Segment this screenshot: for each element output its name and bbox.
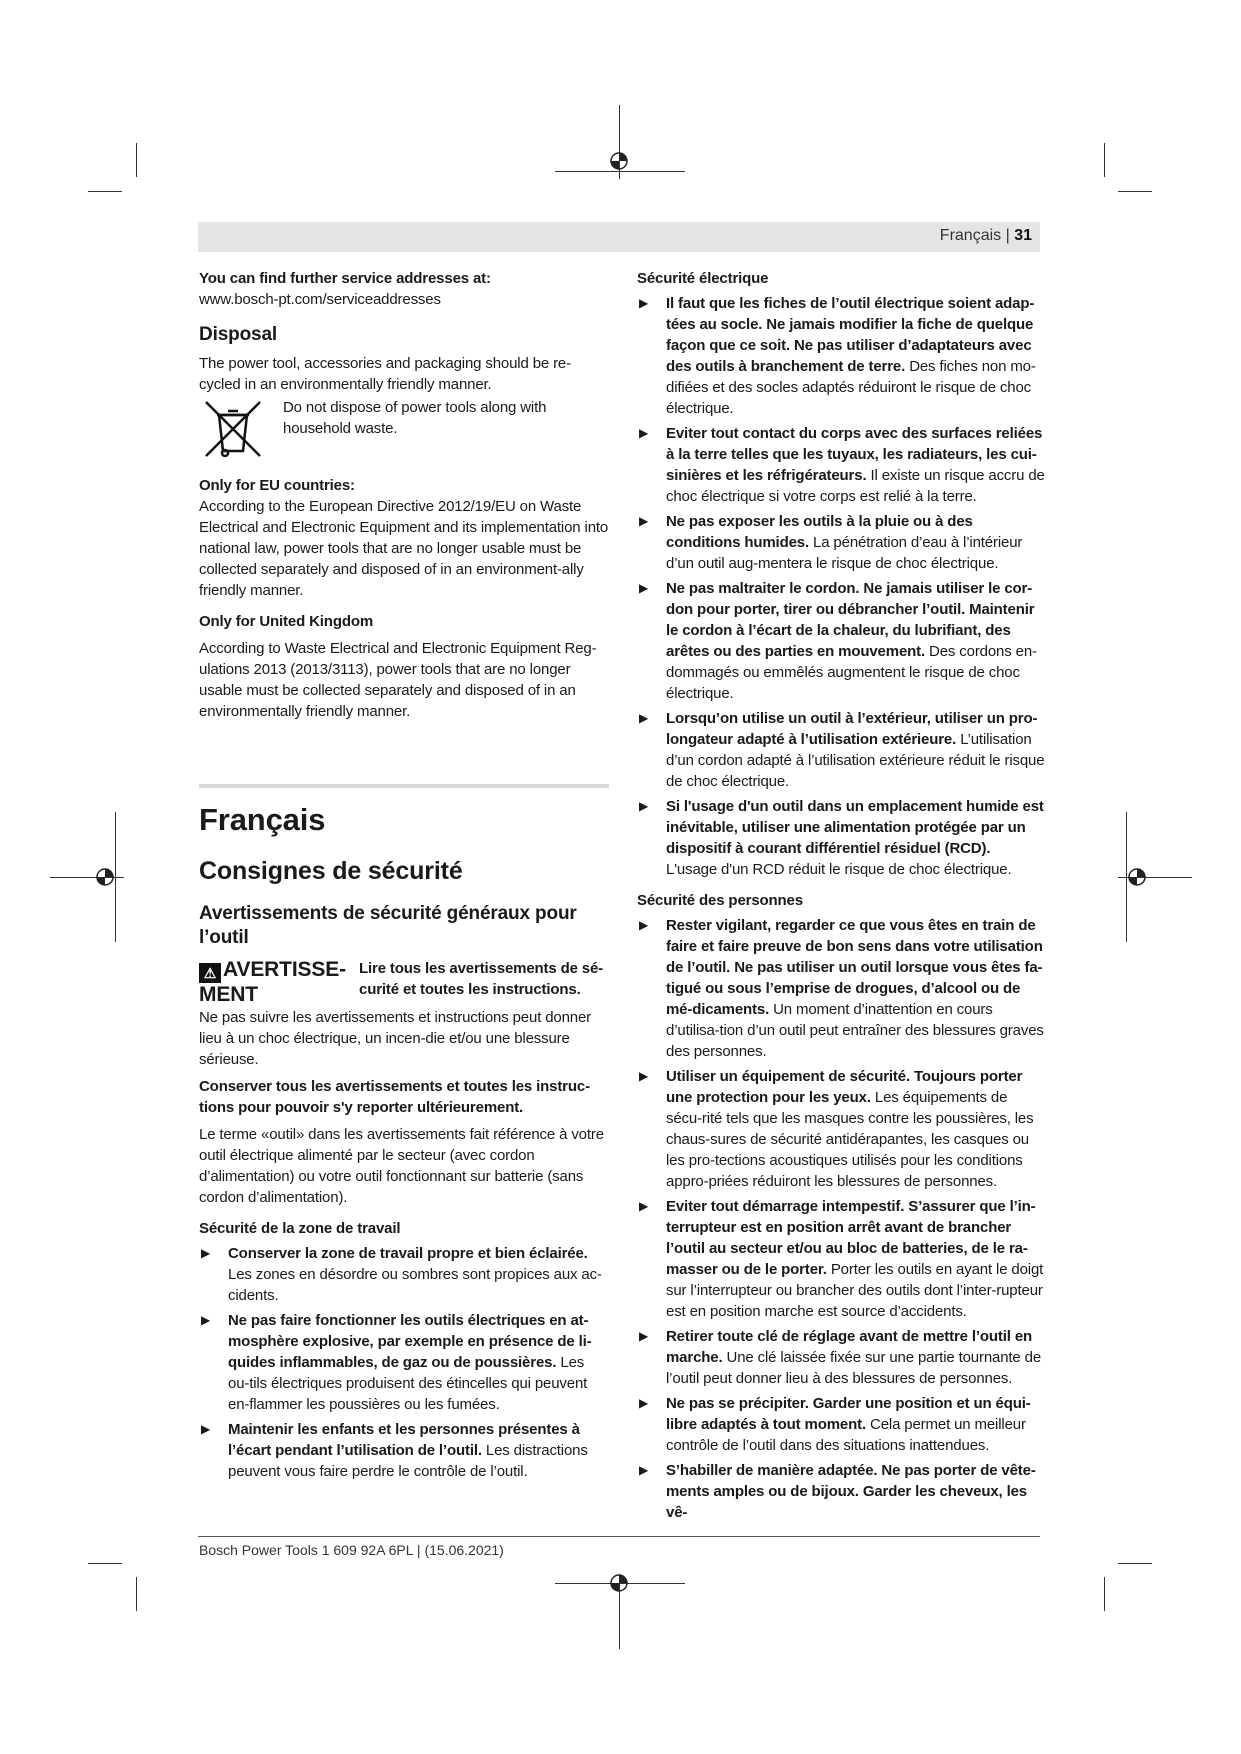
right-column xyxy=(637,268,1045,1523)
service-url: www.bosch-pt.com/serviceaddresses xyxy=(199,291,441,308)
list-item xyxy=(637,423,1045,507)
triangle-right-icon: ▶ xyxy=(639,1463,649,1477)
bullet-text: Les équipements de sécu-rité tels que les masques contre les poussières, les chaus-sures de sécurité antidérapantes, les casques ou les pro-tections acoustiques utilisés pour les conditions appro-priées réduiront les blessures de personnes. xyxy=(666,1089,1034,1190)
triangle-right-icon: ▶ xyxy=(639,1069,649,1083)
list-item xyxy=(199,1243,609,1306)
triangle-right-icon: ▶ xyxy=(639,581,649,595)
bullet-text: L’utilisation d’un cordon adapté à l’utilisation extérieure réduit le risque de choc électrique. xyxy=(666,731,1045,790)
list-item xyxy=(637,796,1045,880)
disposal-heading: Disposal xyxy=(199,324,277,345)
triangle-right-icon: ▶ xyxy=(639,1199,649,1213)
bullet-bold: Ne pas maltraiter le cordon. Ne jamais utiliser le cor-don pour porter, tirer ou débrancher l’outil. Maintenir le cordon à l’écart de la chaleur, du lubrifiant, des arêtes ou des parties en mouvement. xyxy=(666,580,1035,660)
crop-mark xyxy=(1104,1577,1105,1611)
header-text: Français | 31 xyxy=(939,227,1032,244)
section-divider xyxy=(199,784,609,788)
bullet-bold: Ne pas se précipiter. Garder une position et un équi-libre adaptés à tout moment. xyxy=(666,1395,1031,1433)
header-language: Français xyxy=(939,227,1002,244)
registration-mark-icon xyxy=(94,866,116,888)
bullet-bold: Eviter tout contact du corps avec des surfaces reliées à la terre telles que les tuyaux, les radiateurs, les cui-sinières et les réfrigérateurs. xyxy=(666,425,1043,484)
list-item xyxy=(199,1310,609,1415)
avert-heading: Avertissements de sécurité généraux pour l’outil xyxy=(199,903,577,948)
bullet-bold: Utiliser un équipement de sécurité. Toujours porter une protection pour les yeux. xyxy=(666,1068,1023,1106)
warning-bold: Lire tous les avertissements de sé-curité et toutes les instructions. xyxy=(359,960,604,998)
bullet-bold: Conserver la zone de travail propre et bien éclairée. xyxy=(228,1245,588,1262)
crop-mark xyxy=(1104,143,1105,177)
warning-label-text: AVERTISSE-MENT xyxy=(199,958,346,1006)
elec-heading: Sécurité électrique xyxy=(637,270,769,287)
bin-notice xyxy=(199,397,609,461)
triangle-right-icon: ▶ xyxy=(639,918,649,932)
bullet-bold: Maintenir les enfants et les personnes présentes à l’écart pendant l’utilisation de l’outil. xyxy=(228,1421,580,1459)
crop-mark xyxy=(136,1577,137,1611)
registration-mark-icon xyxy=(1126,866,1148,888)
triangle-right-icon: ▶ xyxy=(201,1246,211,1260)
warning-text-block xyxy=(359,958,609,1007)
uk-heading: Only for United Kingdom xyxy=(199,613,374,630)
bullet-bold: Rester vigilant, regarder ce que vous êtes en train de faire et faire preuve de bon sens dans votre utilisation de l’outil. Ne pas utiliser un outil lorsque vous êtes fa-tigué ou sous l’emprise de drogues, d’alcool ou de mé-dicaments. xyxy=(666,917,1043,1018)
bullet-text: Les zones en désordre ou sombres sont propices aux ac-cidents. xyxy=(228,1266,602,1304)
bullet-text: Les distractions peuvent vous faire perdre le contrôle de l’outil. xyxy=(228,1442,588,1480)
list-item xyxy=(637,1326,1045,1389)
list-item xyxy=(637,1196,1045,1322)
list-item xyxy=(637,915,1045,1062)
registration-mark-icon xyxy=(608,1572,630,1594)
left-column xyxy=(199,268,609,1482)
pers-heading: Sécurité des personnes xyxy=(637,892,803,909)
triangle-right-icon: ▶ xyxy=(639,1329,649,1343)
zone-heading: Sécurité de la zone de travail xyxy=(199,1220,401,1237)
triangle-right-icon: ▶ xyxy=(639,426,649,440)
bullet-bold: Il faut que les fiches de l’outil électrique soient adap-tées au socle. Ne jamais modifier la fiche de quelque façon que ce soit. Ne pas utiliser d’adaptateurs avec des outils à branchement de terre. xyxy=(666,295,1035,375)
bullet-text: Une clé laissée fixée sur une partie tournante de l’outil peut donner lieu à des blessures de personnes. xyxy=(666,1349,1042,1387)
footer-divider xyxy=(198,1536,1040,1537)
warning-triangle-icon: ⚠ xyxy=(199,963,221,983)
page-number: 31 xyxy=(1014,227,1032,244)
triangle-right-icon: ▶ xyxy=(639,799,649,813)
language-heading: Français xyxy=(199,802,326,837)
list-item xyxy=(637,1066,1045,1192)
bullet-bold: Eviter tout démarrage intempestif. S’assurer que l’in-terrupteur est en position arrêt avant de brancher l’outil au secteur et/ou au bloc de batteries, de le ra-masser ou de le porter. xyxy=(666,1198,1036,1278)
list-item xyxy=(637,293,1045,419)
uk-text: According to Waste Electrical and Electronic Equipment Reg-ulations 2013 (2013/3113), power tools that are no longer usable must be collected separately and disposed of in an environmentally friendly manner. xyxy=(199,640,597,720)
disposal-text: The power tool, accessories and packaging should be re-cycled in an environmentally friendly manner. xyxy=(199,355,571,393)
list-item xyxy=(637,1460,1045,1523)
warning-label xyxy=(199,958,359,1007)
list-item xyxy=(637,578,1045,704)
crop-mark xyxy=(88,191,122,192)
list-item xyxy=(637,511,1045,574)
warning-block xyxy=(199,958,609,1007)
triangle-right-icon: ▶ xyxy=(639,711,649,725)
crop-mark xyxy=(136,143,137,177)
registration-mark-icon xyxy=(608,150,630,172)
bullet-text: Les ou-tils électriques produisent des étincelles qui peuvent en-flammer les poussières ou les fumées. xyxy=(228,1354,588,1413)
list-item xyxy=(637,708,1045,792)
list-item xyxy=(637,1393,1045,1456)
page-footer: Bosch Power Tools 1 609 92A 6PL | (15.06.2021) xyxy=(199,1542,504,1558)
triangle-right-icon: ▶ xyxy=(201,1313,211,1327)
bullet-bold: S’habiller de manière adaptée. Ne pas porter de vête-ments amples ou de bijoux. Garder les cheveux, les vê- xyxy=(666,1462,1036,1521)
triangle-right-icon: ▶ xyxy=(639,1396,649,1410)
eu-heading: Only for EU countries: xyxy=(199,477,355,494)
triangle-right-icon: ▶ xyxy=(639,296,649,310)
bullet-text: La pénétration d’eau à l’intérieur d’un outil aug-mentera le risque de choc électrique. xyxy=(666,534,1023,572)
crop-mark xyxy=(88,1563,122,1564)
triangle-right-icon: ▶ xyxy=(201,1422,211,1436)
bullet-bold: Ne pas faire fonctionner les outils électriques en at-mosphère explosive, par exemple en présence de li-quides inflammables, de gaz ou de poussières. xyxy=(228,1312,592,1371)
eu-text: According to the European Directive 2012/19/EU on Waste Electrical and Electronic Equipment and its implementation into national law, power tools that are no longer usable must be collected separately and disposed of in an environment-ally friendly manner. xyxy=(199,498,609,599)
terme-text: Le terme «outil» dans les avertissements fait référence à votre outil électrique alimenté par le secteur (avec cordon d’alimentation) ou votre outil fonctionnant sur batterie (sans cordon d’alimentation). xyxy=(199,1126,604,1206)
bullet-bold: Ne pas exposer les outils à la pluie ou à des conditions humides. xyxy=(666,513,973,551)
bullet-text: Un moment d’inattention en cours d’utilisa-tion d’un outil peut entraîner des blessures graves des personnes. xyxy=(666,1001,1044,1060)
consignes-heading: Consignes de sécurité xyxy=(199,857,463,885)
page-header xyxy=(198,222,1040,252)
bullet-bold: Lorsqu’on utilise un outil à l’extérieur, utiliser un pro-longateur adapté à l’utilisation extérieure. xyxy=(666,710,1038,748)
bullet-bold: Retirer toute clé de réglage avant de mettre l’outil en marche. xyxy=(666,1328,1033,1366)
bullet-text: Des fiches non mo-difiées et des socles adaptés réduiront le risque de choc électrique. xyxy=(666,358,1036,417)
bin-text: Do not dispose of power tools along with household waste. xyxy=(283,399,547,437)
crossed-out-wheelie-bin-icon xyxy=(201,397,265,461)
conserver-text: Conserver tous les avertissements et toutes les instruc-tions pour pouvoir s'y reporter ultérieurement. xyxy=(199,1078,590,1116)
bullet-text: Cela permet un meilleur contrôle de l’outil dans des situations inattendues. xyxy=(666,1416,1026,1454)
crop-mark xyxy=(1118,1563,1152,1564)
bullet-text: L'usage d'un RCD réduit le risque de choc électrique. xyxy=(666,861,1012,878)
crop-mark xyxy=(1118,191,1152,192)
warning-text: Ne pas suivre les avertissements et instructions peut donner lieu à un choc électrique, un incen-die et/ou une blessure sérieuse. xyxy=(199,1009,592,1068)
service-title: You can find further service addresses at: xyxy=(199,270,491,287)
bullet-text: Des cordons en-dommagés ou emmêlés augmentent le risque de choc électrique. xyxy=(666,643,1037,702)
list-item xyxy=(199,1419,609,1482)
bullet-bold: Si l'usage d'un outil dans un emplacement humide est inévitable, utiliser une alimentation protégée par un dispositif à courant différentiel résiduel (RCD). xyxy=(666,798,1044,857)
bullet-text: Il existe un risque accru de choc électrique si votre corps est relié à la terre. xyxy=(666,467,1045,505)
bullet-text: Porter les outils en ayant le doigt sur l’interrupteur ou brancher des outils dont l’inter-rupteur est en position marche est source d’accidents. xyxy=(666,1261,1044,1320)
triangle-right-icon: ▶ xyxy=(639,514,649,528)
